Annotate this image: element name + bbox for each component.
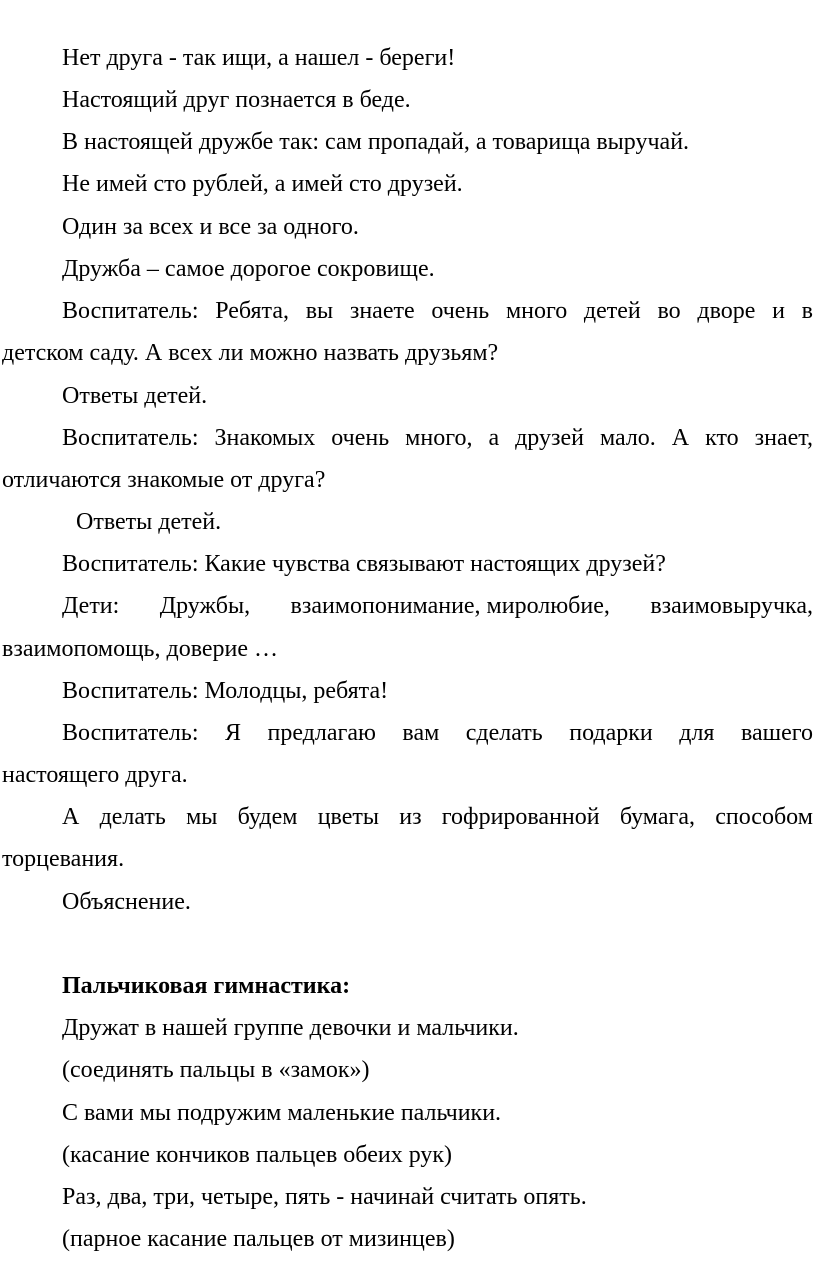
word: очень [331, 425, 390, 451]
poem-instruction: (касание кончиков пальцев обеих рук) [62, 1142, 453, 1168]
poem-line: Дружат в нашей группе девочки и мальчики. [62, 1015, 519, 1041]
explanation-line: Объяснение. [62, 889, 191, 915]
answer-line: Ответы детей. [76, 509, 222, 535]
word: будем [237, 804, 298, 830]
paragraph-5-first-line [62, 802, 813, 832]
question-line: Воспитатель: Какие чувства связывают настоящих друзей? [62, 551, 666, 577]
paragraph-3-continuation: взаимопомощь, доверие … [2, 636, 279, 662]
word: Ребята, [215, 298, 289, 324]
proverb-line: Нет друга - так ищи, а нашел - береги! [62, 45, 456, 71]
word: взаимопонимание, миролюбие, [290, 593, 610, 619]
word: Я [224, 720, 241, 746]
paragraph-1-continuation: детском саду. А всех ли можно назвать друзьям? [2, 340, 499, 366]
word: вашего [740, 720, 813, 746]
word: мы [186, 804, 218, 830]
word: цветы [317, 804, 379, 830]
proverb-line: Не имей сто рублей, а имей сто друзей. [62, 171, 463, 197]
word: в [801, 298, 813, 324]
word: во [657, 298, 681, 324]
word: много [505, 298, 568, 324]
word: для [679, 720, 715, 746]
answer-line: Ответы детей. [62, 383, 208, 409]
word: способом [715, 804, 813, 830]
proverb-line: В настоящей дружбе так: сам пропадай, а товарища выручай. [62, 129, 690, 155]
word: друзей [515, 425, 584, 451]
word: взаимовыручка, [650, 593, 813, 619]
word: вам [402, 720, 440, 746]
word: бумага, [619, 804, 695, 830]
word: из [399, 804, 422, 830]
word: А [62, 804, 80, 830]
word: и [772, 298, 785, 324]
word: много, [405, 425, 473, 451]
word: мало. [599, 425, 656, 451]
proverb-line: Один за всех и все за одного. [62, 214, 359, 240]
paragraph-3-first-line [62, 591, 813, 621]
paragraph-4-continuation: настоящего друга. [2, 762, 188, 788]
poem-line: С вами мы подружим маленькие пальчики. [62, 1100, 502, 1126]
paragraph-4-first-line [62, 718, 813, 748]
word: кто [705, 425, 739, 451]
paragraph-1-first-line [62, 296, 813, 326]
paragraph-2-first-line [62, 423, 813, 453]
poem-line: Раз, два, три, четыре, пять - начинай считать опять. [62, 1184, 587, 1210]
praise-line: Воспитатель: Молодцы, ребята! [62, 678, 389, 704]
poem-instruction: (парное касание пальцев от мизинцев) [62, 1226, 455, 1252]
word: Воспитатель: [62, 425, 199, 451]
proverb-line: Настоящий друг познается в беде. [62, 87, 411, 113]
word: гофрированной [441, 804, 600, 830]
word: дворе [697, 298, 756, 324]
word: детей [583, 298, 641, 324]
word: знаете [349, 298, 415, 324]
word: знает, [754, 425, 813, 451]
word: Воспитатель: [62, 720, 199, 746]
word: предлагаю [267, 720, 376, 746]
word: Дети: [62, 593, 120, 619]
word: подарки [569, 720, 653, 746]
gymnastics-heading: Пальчиковая гимнастика: [62, 973, 351, 999]
word: делать [99, 804, 166, 830]
word: сделать [465, 720, 543, 746]
paragraph-5-continuation: торцевания. [2, 846, 125, 872]
paragraph-2-continuation: отличаются знакомые от друга? [2, 467, 326, 493]
word: Знакомых [214, 425, 316, 451]
poem-instruction: (соединять пальцы в «замок») [62, 1057, 370, 1083]
word: вы [305, 298, 334, 324]
word: Воспитатель: [62, 298, 199, 324]
word: а [488, 425, 500, 451]
word: А [671, 425, 690, 451]
word: Дружбы, [159, 593, 251, 619]
proverb-line: Дружба – самое дорогое сокровище. [62, 256, 435, 282]
word: очень [431, 298, 490, 324]
